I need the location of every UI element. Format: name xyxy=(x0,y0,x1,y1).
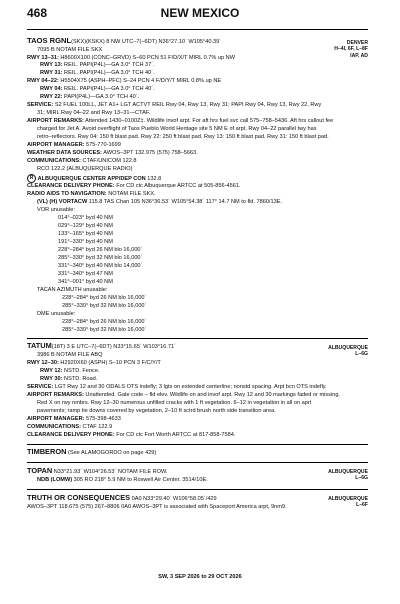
section-divider xyxy=(27,338,368,339)
taos-runway-13: RWY 13: REIL. PAPI(P4L)—GA 3.0° TCH 37´. xyxy=(40,62,155,68)
page-number: 468 xyxy=(27,6,48,20)
taos-heading xyxy=(27,38,221,46)
tatum-heading-details: (18T) 3 E UTC–7(–6DT) N33°15.65´ W103°16.71´ xyxy=(51,344,176,350)
taos-elevation-line: 7095 B NOTAM FILE SKX xyxy=(37,47,103,53)
list-item: 228°–284° byd 26 NM blo 16,000´ xyxy=(62,319,147,325)
list-item: 191°–330° byd 40 NM xyxy=(58,239,113,245)
tatum-remarks-line2: Red X on rwy nmbrs. Rwy 12–30 numerous unfilled cracks with 1 ft vegetation. 6–12 in vegetation in all on aprt xyxy=(37,400,312,406)
taos-center: DENVER xyxy=(346,40,368,46)
taos-heading-details: (SKX)(KSKX) 8 NW UTC–7(–6DT) N36°27.10´ W105°40.39´ xyxy=(71,39,222,45)
tatum-airport-manager: AIRPORT MANAGER: 575-398-4633 xyxy=(27,416,121,422)
section-divider xyxy=(27,489,368,490)
taos-charts: H–4I, 6F, L–8F xyxy=(334,46,368,53)
taos-communications: COMMUNICATIONS: CTAF/UNICOM 122.8 xyxy=(27,158,137,164)
topan-heading-details: N33°21.93´ W104°26.53´ NOTAM FILE ROW. xyxy=(52,469,168,475)
list-item: 029°–129° byd 40 NM xyxy=(58,223,113,229)
header-divider xyxy=(27,29,368,30)
taos-procedures: IAP, AD xyxy=(350,52,368,59)
tatum-charts: L–6G xyxy=(355,351,368,358)
truth-charts: L–6F xyxy=(356,502,368,509)
tatum-elevation-line: 3986 B NOTAM FILE ABQ xyxy=(37,352,103,358)
topan-chart-refs xyxy=(328,469,368,482)
tatum-title: TATUM xyxy=(27,341,52,350)
timberon-entry xyxy=(27,449,156,457)
tatum-clearance-delivery: CLEARANCE DELIVERY PHONE: For CD ctc Fort Worth ARTCC at 817-858-7584. xyxy=(27,432,236,438)
taos-airport-remarks: AIRPORT REMARKS: Attended 1430–0100Z‡. Wildlife invof arpt. For aft hrs fuel svc call 575–758–5436. Aft hrs callout fee xyxy=(27,118,334,124)
taos-service: SERVICE: S2 FUEL 100LL, JET A1+ LGT ACTVT REIL Rwy 04, Rwy 13, Rwy 31; PAPI Rwy 04, Rwy 13, Rwy 22, Rwy xyxy=(27,102,322,108)
truth-awos-line: AWOS–3PT 118.675 (575) 267–8806 0A0 AWOS–3PT is associated with Spaceport America arpt, 9nm9. xyxy=(27,504,287,510)
truth-heading xyxy=(27,495,217,503)
list-item: 133°–165° byd 40 NM xyxy=(58,231,113,237)
taos-airport-manager: AIRPORT MANAGER: 575-770-1699 xyxy=(27,142,121,148)
truth-center: ALBUQUERQUE xyxy=(328,496,368,502)
list-item: 331°–340° byd 40 NM blo 14,000´ xyxy=(58,263,143,269)
timberon-reference: (See ALAMOGORDO on page 429) xyxy=(66,450,157,456)
taos-vortac: (VL) (H) VORTACW 115.8 TAS Chan 105 N36°36.53´ W105°54.38´ 117° 14.7 NM to fld. 7860/13E. xyxy=(37,199,282,205)
topan-title: TOPAN xyxy=(27,466,53,475)
taos-weather-sources: WEATHER DATA SOURCES: AWOS–3PT 132.975 (575) 758–5663. xyxy=(27,150,198,156)
list-item: 331°–340° byd 47 NM xyxy=(58,271,113,277)
tatum-center: ALBUQUERQUE xyxy=(328,345,368,351)
taos-runway-04-22: RWY 04–22: H5504X75 (ASPH–PFC) S–24 PCN 4 F/D/Y/T MIRL 0.8% up NE xyxy=(27,78,222,84)
taos-runway-22: RWY 22: PAPI(P4L)—GA 3.0° TCH 40´. xyxy=(40,94,140,100)
list-item: 228°–284° byd 26 NM blo 16,000´ xyxy=(58,247,143,253)
taos-runway-04: RWY 04: REIL. PAPI(P4L)—GA 3.0° TCH 40´. xyxy=(40,86,155,92)
taos-radio-aids: RADIO AIDS TO NAVIGATION: NOTAM FILE SKX. xyxy=(27,191,156,197)
truth-title: TRUTH OR CONSEQUENCES xyxy=(27,493,131,502)
topan-heading xyxy=(27,468,168,476)
section-divider xyxy=(27,462,368,463)
tatum-remarks-line3: pavements; ramp tie downs covered by vegetation, 2–10 ft sctrd brush north side transition area. xyxy=(37,408,276,414)
taos-tacan-unusable: TACAN AZIMUTH unusable: xyxy=(37,287,108,293)
taos-approach-control: R ALBUQUERQUE CENTER APP/DEP CON 132.8 xyxy=(27,174,161,183)
page-header xyxy=(0,0,400,30)
topan-ndb: NDB (LOMW) 305 RO 218° 5.9 NM to Roswell Air Center. 3514/10E. xyxy=(37,477,208,483)
tatum-runway-12-30: RWY 12–30: H2920X60 (ASPH) S–10 PCN 3 F/C/Y/T xyxy=(27,360,161,366)
tatum-heading xyxy=(27,343,176,351)
tatum-chart-refs xyxy=(328,345,368,358)
page-footer: SW, 3 SEP 2026 to 29 OCT 2026 xyxy=(158,574,242,580)
taos-rco: RCO 122.2 (ALBUQUERQUE RADIO) xyxy=(37,166,133,172)
tatum-communications: COMMUNICATIONS: CTAF 122.9 xyxy=(27,424,113,430)
taos-clearance-delivery: CLEARANCE DELIVERY PHONE: For CD ctc Albuquerque ARTCC at 505-856-4561. xyxy=(27,183,241,189)
taos-runway-13-31: RWY 13–31: H8600X100 (CONC–GRVD) S–60 PCN 51 F/D/X/T MIRL 0.7% up NW xyxy=(27,55,235,61)
taos-service-cont: 31; MIRL Rwy 04–22 and Rwy 13–31—CTAF. xyxy=(37,110,151,116)
taos-remarks-line3: retro–reflectors. Rwy 04: 150 ft blast pad. Rwy 22: 250 ft blast pad. Rwy 13: 150 ft blast pad. Rwy 31: 150 ft blast pad. xyxy=(37,134,329,140)
page-title: NEW MEXICO xyxy=(160,6,240,20)
taos-title: TAOS RGNL xyxy=(27,36,72,45)
list-item: 341°–001° byd 40 NM xyxy=(58,279,113,285)
tatum-service: SERVICE: LGT Rwy 12 and 30 ODALS OTS indefly; 3 lgts on extended centerline; nonstd spacing. Arpt bcn OTS indefly. xyxy=(27,384,327,390)
taos-remarks-line2: charged for Jet A. Avoid overflight of Taos Pueblo World Heritage site 5 NM E of arpt. Rwy 04–22 parallel twy has xyxy=(37,126,317,132)
taos-runway-31: RWY 31: REIL. PAPI(P4L)—GA 3.0° TCH 40´. xyxy=(40,70,155,76)
tatum-airport-remarks: AIRPORT REMARKS: Unattended. Gate code – fld elev. Wildlife on and invof arpt. Rwy 12 and 30 markings faded or missing. xyxy=(27,392,340,398)
list-item: 285°–330° byd 32 NM blo 16,000´ xyxy=(62,303,147,309)
list-item: 228°–284° byd 26 NM blo 16,000´ xyxy=(62,295,147,301)
taos-chart-refs xyxy=(334,40,368,59)
topan-charts: L–6G xyxy=(355,475,368,482)
list-item: 285°–330° byd 32 NM blo 16,000´ xyxy=(62,327,147,333)
section-divider xyxy=(27,444,368,445)
taos-dme-unusable: DME unusable: xyxy=(37,311,76,317)
taos-vor-unusable: VOR unusable: xyxy=(37,207,75,213)
tatum-runway-12: RWY 12: NSTD. Fence. xyxy=(40,368,100,374)
truth-chart-refs xyxy=(328,496,368,509)
list-item: 285°–330° byd 32 NM blo 16,000´ xyxy=(58,255,143,261)
list-item: 014°–023° byd 40 NM xyxy=(58,215,113,221)
truth-heading-details: 0A0 N33°29.40´ W106°58.05´/429 xyxy=(130,496,217,502)
radar-circle-icon: R xyxy=(27,174,36,183)
topan-center: ALBUQUERQUE xyxy=(328,469,368,475)
tatum-runway-30: RWY 30: NSTD. Road. xyxy=(40,376,98,382)
timberon-title: TIMBERON xyxy=(27,447,67,456)
